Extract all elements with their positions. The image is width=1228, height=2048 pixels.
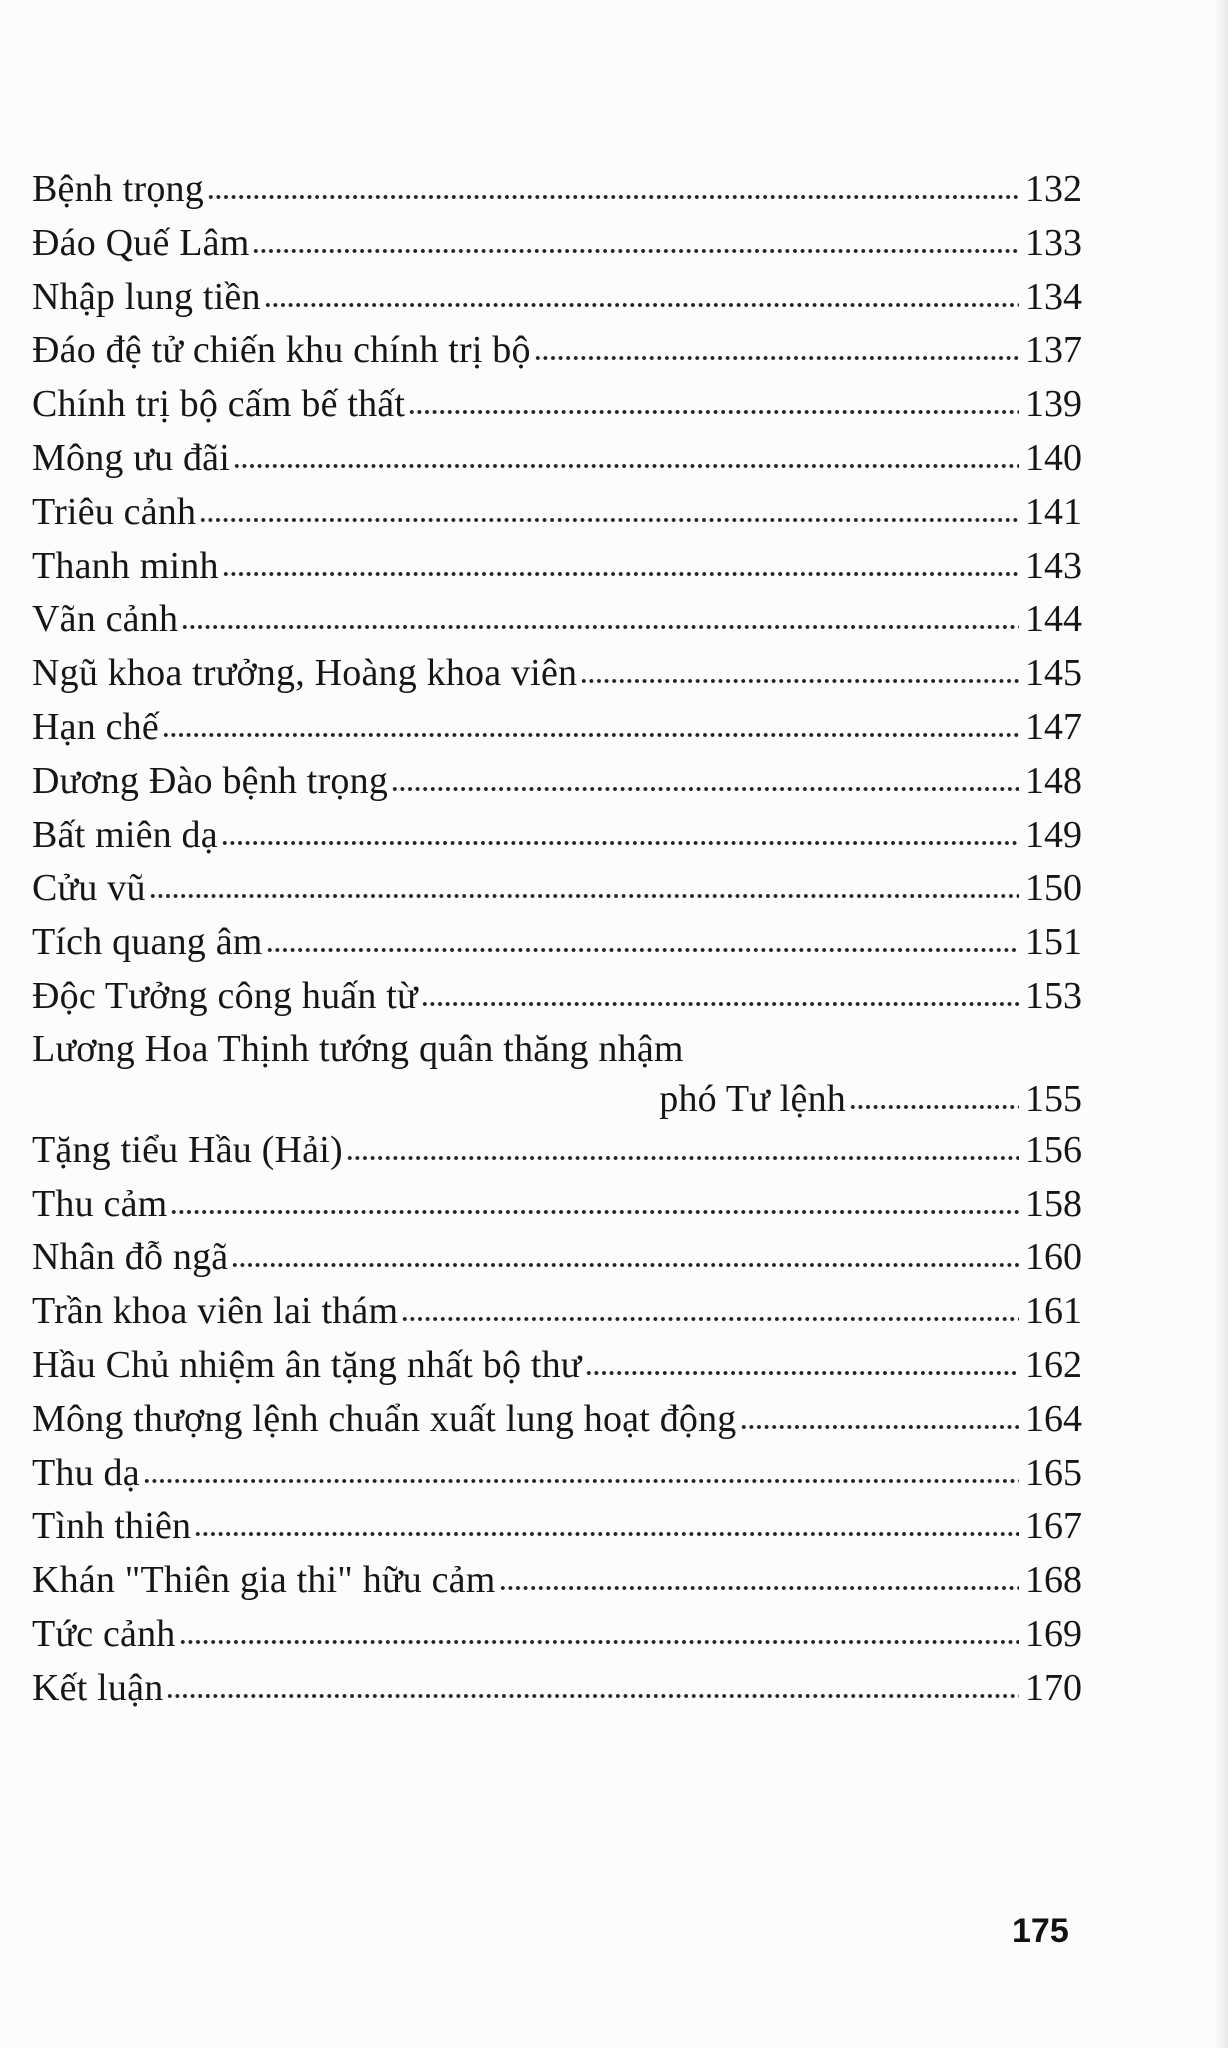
toc-entry xyxy=(32,486,1082,540)
toc-entry xyxy=(32,217,1082,271)
toc-entry-title: Nhập lung tiền xyxy=(32,275,261,318)
toc-entry-page: 151 xyxy=(1025,921,1082,964)
toc-entry-title: Tình thiên xyxy=(32,1505,192,1548)
table-of-contents xyxy=(32,163,1082,1716)
toc-entry-title: Trần khoa viên lai thám xyxy=(32,1290,399,1333)
toc-entry-title: Hầu Chủ nhiệm ân tặng nhất bộ thư xyxy=(32,1343,582,1386)
toc-entry-title: Tức cảnh xyxy=(32,1612,176,1655)
toc-entry-title: Kết luận xyxy=(32,1666,164,1709)
toc-entry-page: 149 xyxy=(1025,813,1082,856)
dot-leader xyxy=(849,1103,1019,1111)
toc-entry-title: Khán "Thiên gia thi" hữu cảm xyxy=(32,1559,496,1602)
toc-entry-title: Độc Tưởng công huấn từ xyxy=(32,974,418,1017)
toc-entry-title: Dương Đào bệnh trọng xyxy=(32,759,389,802)
toc-entry xyxy=(32,1447,1082,1501)
toc-entry-title: Lương Hoa Thịnh tướng quân thăng nhậm xyxy=(32,1027,684,1070)
toc-entry-page: 147 xyxy=(1025,705,1082,748)
toc-entry-page: 150 xyxy=(1025,867,1082,910)
toc-entry-title: Tích quang âm xyxy=(32,921,263,964)
toc-entry xyxy=(32,1554,1082,1608)
dot-leader xyxy=(401,1315,1019,1323)
toc-entry xyxy=(32,163,1082,217)
toc-entry-page: 167 xyxy=(1025,1505,1082,1548)
toc-entry-page: 169 xyxy=(1025,1612,1082,1655)
dot-leader xyxy=(580,677,1019,685)
toc-entry xyxy=(32,432,1082,486)
toc-entry-page: 155 xyxy=(1025,1077,1082,1120)
toc-entry-title: Thu cảm xyxy=(32,1182,168,1225)
toc-entry-title: Bất miên dạ xyxy=(32,813,218,856)
dot-leader xyxy=(264,301,1019,309)
toc-entry-page: 164 xyxy=(1025,1397,1082,1440)
dot-leader xyxy=(166,1692,1019,1700)
toc-entry xyxy=(32,271,1082,325)
toc-entry-page: 158 xyxy=(1025,1182,1082,1225)
toc-entry xyxy=(32,862,1082,916)
dot-leader xyxy=(149,892,1019,900)
toc-entry-page: 161 xyxy=(1025,1290,1082,1333)
toc-entry xyxy=(32,378,1082,432)
toc-entry xyxy=(32,593,1082,647)
toc-entry xyxy=(32,1500,1082,1554)
toc-entry-title: Nhân đỗ ngã xyxy=(32,1236,229,1279)
toc-entry xyxy=(32,970,1082,1024)
dot-leader xyxy=(231,1261,1019,1269)
dot-leader xyxy=(179,1638,1019,1646)
toc-entry xyxy=(32,1124,1082,1178)
toc-entry xyxy=(32,1285,1082,1339)
toc-entry xyxy=(32,1662,1082,1716)
dot-leader xyxy=(346,1154,1019,1162)
toc-entry-title: Mông ưu đãi xyxy=(32,436,231,479)
dot-leader xyxy=(408,408,1019,416)
toc-entry-title: Hạn chế xyxy=(32,705,159,748)
toc-entry-page: 133 xyxy=(1025,221,1082,264)
toc-entry-title: Thu dạ xyxy=(32,1451,140,1494)
toc-entry xyxy=(32,1178,1082,1232)
toc-entry xyxy=(32,1608,1082,1662)
toc-entry xyxy=(32,701,1082,755)
dot-leader xyxy=(170,1208,1019,1216)
dot-leader xyxy=(181,623,1019,631)
dot-leader xyxy=(391,785,1019,793)
toc-entry-title: phó Tư lệnh xyxy=(659,1077,846,1120)
dot-leader xyxy=(252,247,1019,255)
toc-entry-title: Triêu cảnh xyxy=(32,490,197,533)
dot-leader xyxy=(233,462,1019,470)
toc-entry-page: 144 xyxy=(1025,598,1082,641)
toc-entry-page: 143 xyxy=(1025,544,1082,587)
toc-entry-title: Chính trị bộ cấm bế thất xyxy=(32,383,406,426)
toc-entry xyxy=(32,324,1082,378)
toc-entry xyxy=(32,755,1082,809)
toc-entry-page: 160 xyxy=(1025,1236,1082,1279)
toc-entry-page: 145 xyxy=(1025,652,1082,695)
dot-leader xyxy=(194,1530,1019,1538)
toc-entry xyxy=(32,647,1082,701)
toc-entry-title: Ngũ khoa trưởng, Hoàng khoa viên xyxy=(32,652,578,695)
dot-leader xyxy=(221,839,1019,847)
toc-entry xyxy=(32,1393,1082,1447)
page-number: 175 xyxy=(1012,1912,1069,1950)
toc-entry-title: Cửu vũ xyxy=(32,867,146,910)
dot-leader xyxy=(421,1000,1019,1008)
dot-leader xyxy=(499,1584,1020,1592)
toc-entry-title: Đáo Quế Lâm xyxy=(32,221,250,264)
toc-entry-page: 162 xyxy=(1025,1343,1082,1386)
toc-entry-page: 156 xyxy=(1025,1128,1082,1171)
toc-entry xyxy=(32,1339,1082,1393)
dot-leader xyxy=(143,1477,1019,1485)
toc-entry-title: Tặng tiểu Hầu (Hải) xyxy=(32,1128,343,1171)
toc-entry-multiline-continuation xyxy=(32,1074,1082,1124)
toc-entry-page: 153 xyxy=(1025,974,1082,1017)
dot-leader xyxy=(534,354,1019,362)
toc-entry xyxy=(32,1231,1082,1285)
dot-leader xyxy=(222,570,1019,578)
toc-entry-title: Đáo đệ tử chiến khu chính trị bộ xyxy=(32,329,531,372)
toc-entry-page: 132 xyxy=(1025,168,1082,210)
dot-leader xyxy=(199,516,1019,524)
dot-leader xyxy=(162,731,1019,739)
toc-entry-page: 165 xyxy=(1025,1451,1082,1494)
toc-entry-page: 168 xyxy=(1025,1559,1082,1602)
toc-entry xyxy=(32,916,1082,970)
dot-leader xyxy=(585,1369,1019,1377)
toc-entry xyxy=(32,809,1082,863)
toc-entry-page: 170 xyxy=(1025,1666,1082,1709)
toc-entry-page: 141 xyxy=(1025,490,1082,533)
dot-leader xyxy=(740,1423,1020,1431)
page-edge-shadow xyxy=(1214,0,1228,2048)
toc-entry-page: 139 xyxy=(1025,383,1082,426)
toc-entry-title: Mông thượng lệnh chuẩn xuất lung hoạt động xyxy=(32,1397,737,1440)
toc-entry-page: 148 xyxy=(1025,759,1082,802)
toc-entry xyxy=(32,540,1082,594)
toc-entry-title: Bệnh trọng xyxy=(32,168,204,210)
dot-leader xyxy=(266,946,1019,954)
toc-entry-title: Vãn cảnh xyxy=(32,598,179,641)
toc-entry-page: 137 xyxy=(1025,329,1082,372)
toc-entry-title: Thanh minh xyxy=(32,544,219,587)
toc-entry-page: 140 xyxy=(1025,436,1082,479)
toc-entry-page: 134 xyxy=(1025,275,1082,318)
toc-entry-multiline-first xyxy=(32,1024,1082,1074)
dot-leader xyxy=(207,193,1019,201)
